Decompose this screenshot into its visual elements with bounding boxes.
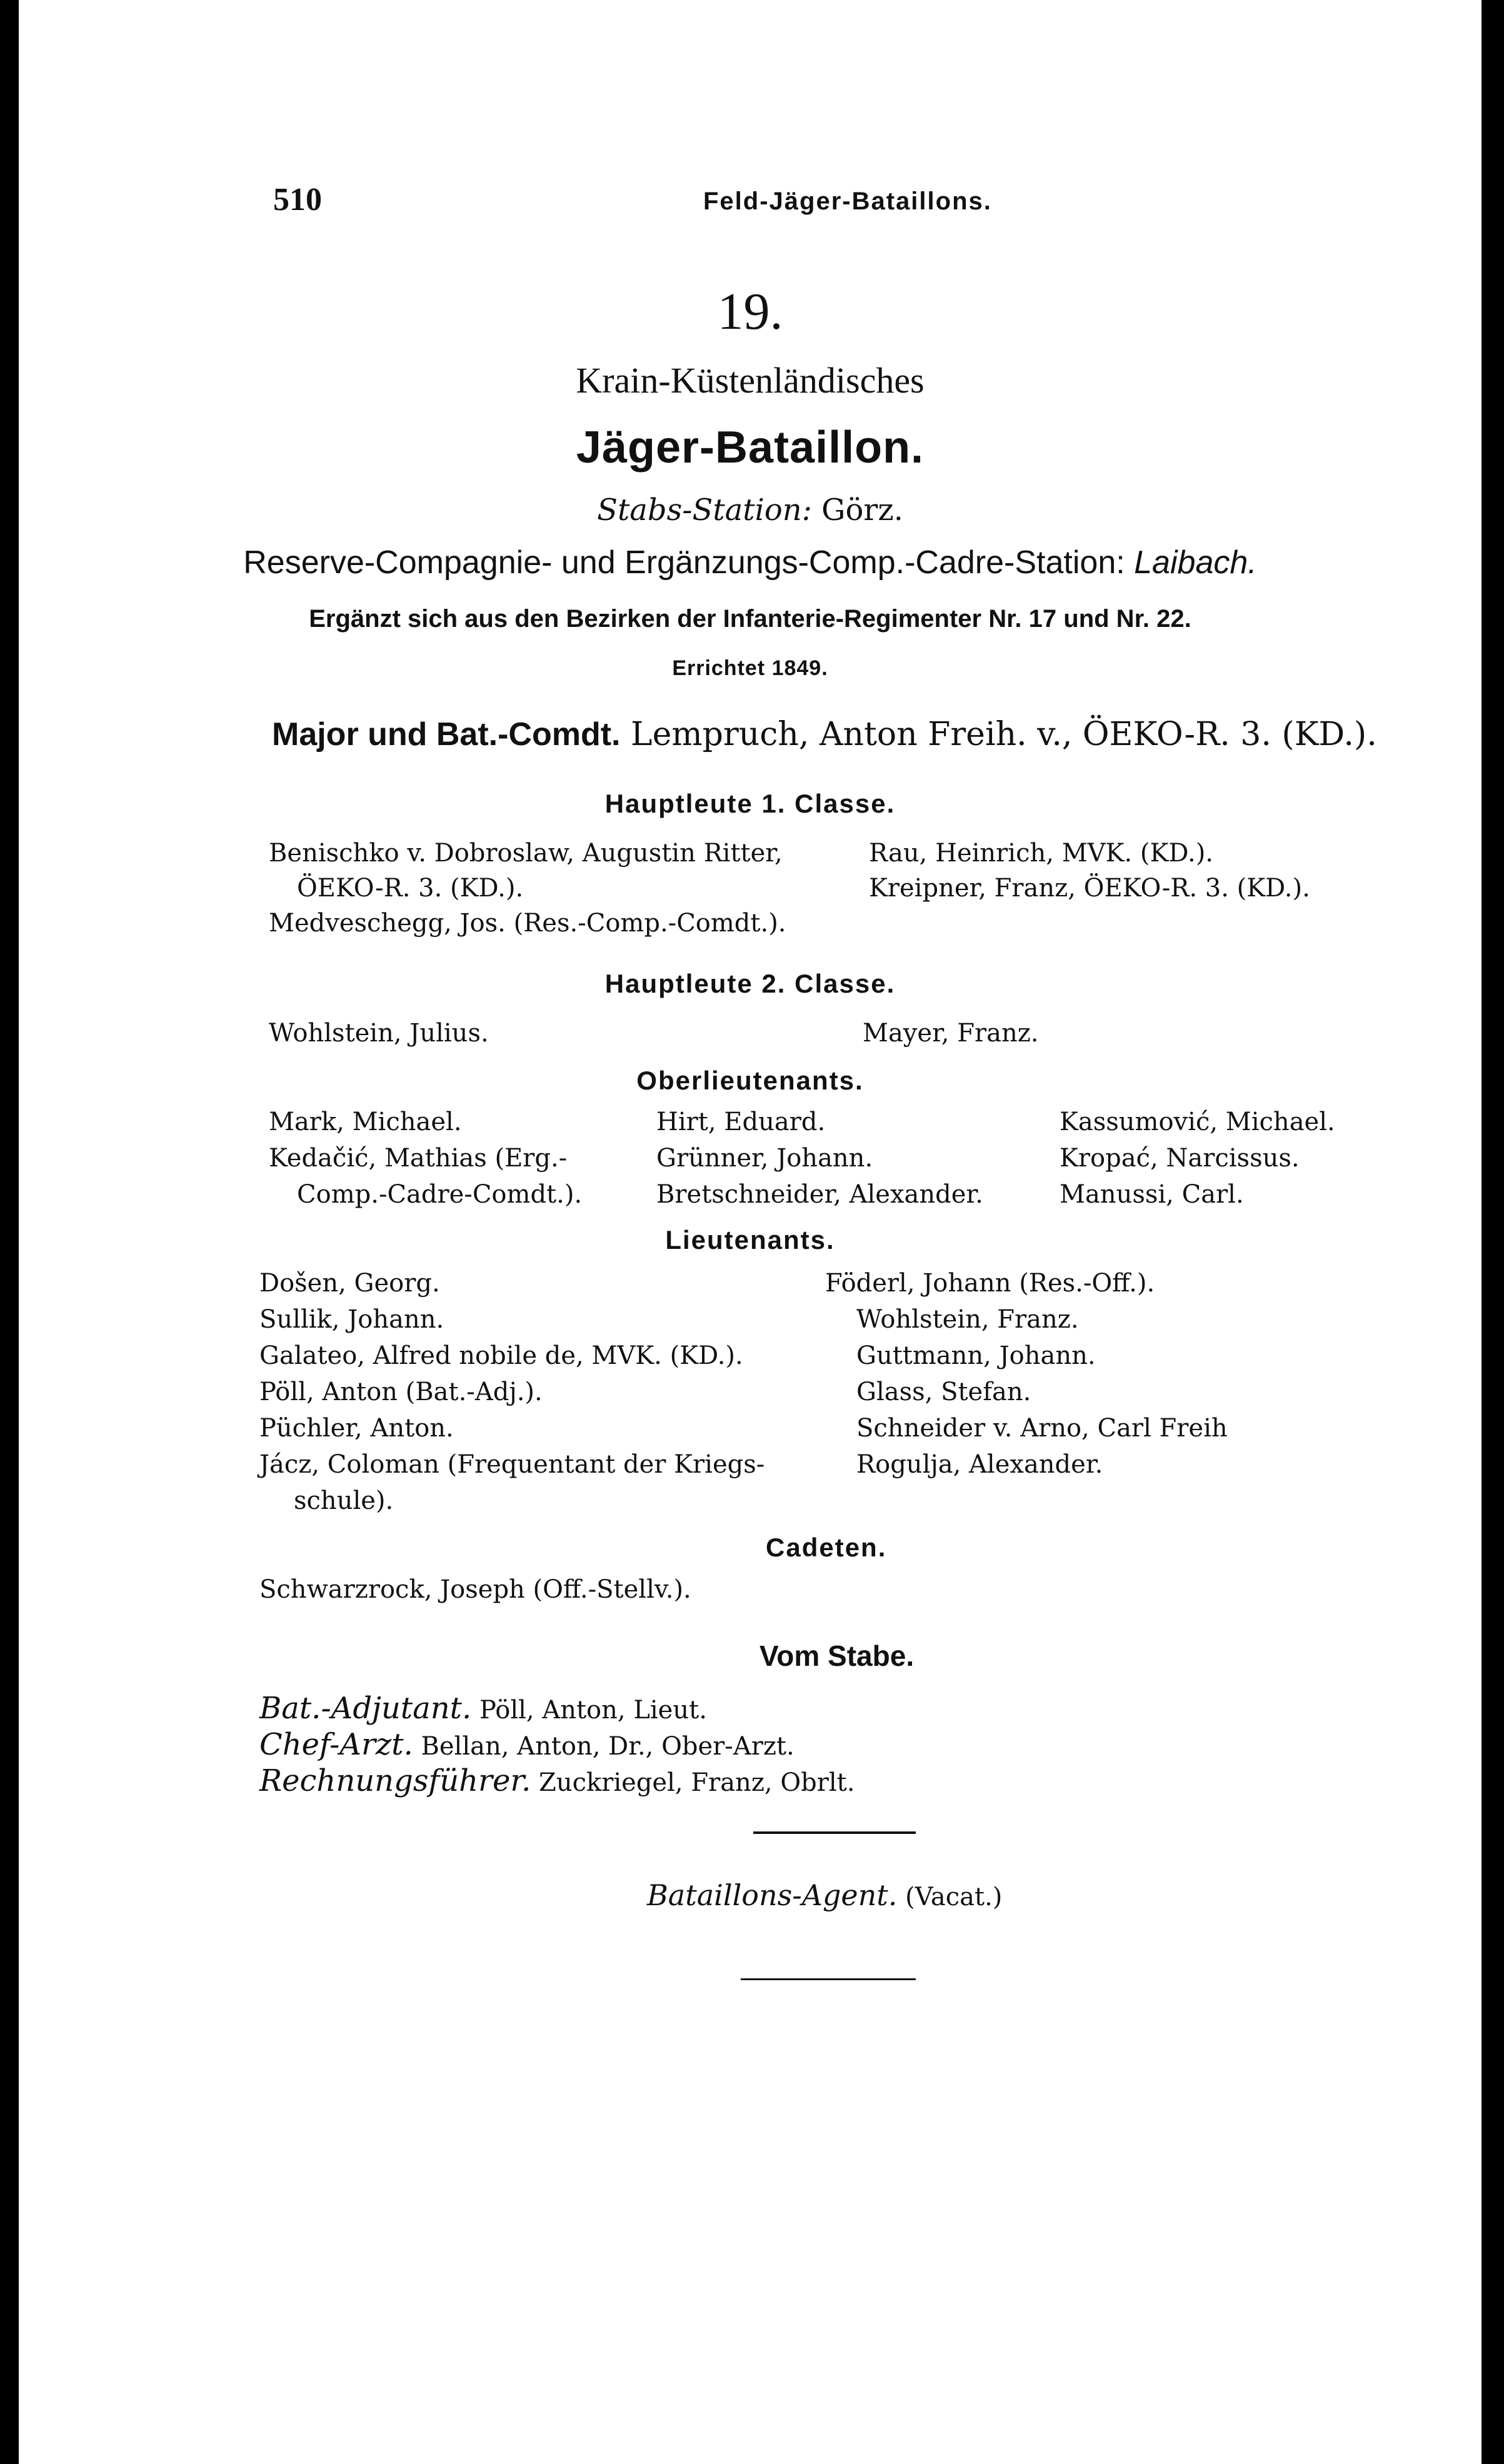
- staff-value: Pöll, Anton, Lieut.: [479, 1696, 707, 1725]
- list-item: Manussi, Carl.: [1060, 1180, 1244, 1209]
- unit-number: 19.: [717, 283, 783, 341]
- reserve-value: Laibach.: [1134, 544, 1257, 581]
- list-item: Rogulja, Alexander.: [856, 1450, 1103, 1479]
- list-item: Wohlstein, Julius.: [269, 1019, 489, 1048]
- list-item: Schneider v. Arno, Carl Freih: [856, 1414, 1228, 1443]
- staff-row-chef-arzt: [259, 1727, 795, 1762]
- running-title: Feld-Jäger-Bataillons.: [703, 188, 992, 215]
- staff-label: Chef-Arzt.: [259, 1727, 413, 1762]
- list-item: Glass, Stefan.: [856, 1378, 1031, 1406]
- major-value: Lempruch, Anton Freih. v., ÖEKO-R. 3. (KD.).: [631, 716, 1377, 753]
- list-item: Föderl, Johann (Res.-Off.).: [825, 1269, 1155, 1298]
- page-number: 510: [273, 182, 322, 218]
- list-item: Jácz, Coloman (Frequentant der Kriegs-: [259, 1450, 765, 1479]
- list-item: Kedačić, Mathias (Erg.-: [269, 1144, 568, 1173]
- section-vom-stabe: Vom Stabe.: [760, 1640, 915, 1672]
- list-item: Mark, Michael.: [269, 1108, 462, 1136]
- list-item: Guttmann, Johann.: [856, 1341, 1096, 1370]
- section-hauptleute-1: Hauptleute 1. Classe.: [604, 789, 896, 818]
- list-item: Sullik, Johann.: [259, 1305, 444, 1334]
- unit-title: Jäger-Bataillon.: [576, 423, 925, 473]
- staff-row-adjutant: [259, 1691, 707, 1726]
- staff-label: Bat.-Adjutant.: [259, 1691, 472, 1726]
- list-item: Hirt, Eduard.: [656, 1108, 826, 1136]
- list-item: Kassumović, Michael.: [1060, 1108, 1335, 1136]
- list-item: Grünner, Johann.: [656, 1144, 873, 1173]
- major-line: [272, 716, 1377, 753]
- scan-border-left: [0, 0, 19, 2464]
- section-lieutenants: Lieutenants.: [665, 1225, 835, 1255]
- page: [19, 0, 1481, 2464]
- unit-subtitle: Krain-Küstenländisches: [576, 360, 925, 401]
- reserve-station: [19, 544, 1481, 581]
- staff-value: Zuckriegel, Franz, Obrlt.: [539, 1768, 855, 1797]
- recruitment-note: Ergänzt sich aus den Bezirken der Infanterie-Regimenter Nr. 17 und Nr. 22.: [309, 605, 1191, 633]
- scan-border-right: [1481, 0, 1504, 2464]
- section-cadeten: Cadeten.: [766, 1533, 887, 1562]
- list-item: Rau, Heinrich, MVK. (KD.).: [869, 839, 1214, 868]
- end-ornament: [741, 1978, 916, 1980]
- staff-value: Bellan, Anton, Dr., Ober-Arzt.: [421, 1732, 795, 1761]
- established-note: Errichtet 1849.: [672, 656, 828, 680]
- agent-label: Bataillons-Agent.: [647, 1878, 898, 1912]
- stabs-label: Stabs-Station:: [597, 493, 812, 528]
- section-oberlieutenants: Oberlieutenants.: [636, 1066, 864, 1095]
- divider: [753, 1831, 916, 1834]
- list-item: Wohlstein, Franz.: [856, 1305, 1079, 1334]
- list-item: Püchler, Anton.: [259, 1414, 454, 1443]
- list-item: Došen, Georg.: [259, 1269, 440, 1298]
- list-item: Kropać, Narcissus.: [1060, 1144, 1300, 1173]
- staff-row-rechnungsfuehrer: [259, 1763, 855, 1798]
- list-item: Medveschegg, Jos. (Res.-Comp.-Comdt.).: [269, 909, 786, 938]
- list-item: schule).: [294, 1486, 394, 1515]
- list-item: Schwarzrock, Joseph (Off.-Stellv.).: [259, 1575, 691, 1604]
- list-item: Galateo, Alfred nobile de, MVK. (KD.).: [259, 1341, 743, 1370]
- list-item: ÖEKO-R. 3. (KD.).: [297, 874, 524, 903]
- agent-value: (Vacat.): [905, 1883, 1003, 1911]
- list-item: Kreipner, Franz, ÖEKO-R. 3. (KD.).: [869, 874, 1310, 903]
- stabs-value: Görz.: [821, 493, 903, 528]
- reserve-label: Reserve-Compagnie- und Ergänzungs-Comp.-Cadre-Station:: [243, 544, 1125, 581]
- major-label: Major und Bat.-Comdt.: [272, 716, 621, 753]
- list-item: Benischko v. Dobroslaw, Augustin Ritter,: [269, 839, 783, 868]
- list-item: Pöll, Anton (Bat.-Adj.).: [259, 1378, 543, 1406]
- list-item: Comp.-Cadre-Comdt.).: [297, 1180, 583, 1209]
- section-hauptleute-2: Hauptleute 2. Classe.: [604, 969, 896, 998]
- list-item: Mayer, Franz.: [863, 1019, 1039, 1048]
- stabs-station: [19, 493, 1481, 528]
- list-item: Bretschneider, Alexander.: [656, 1180, 983, 1209]
- agent-line: [647, 1878, 1002, 1912]
- staff-label: Rechnungsführer.: [259, 1763, 531, 1798]
